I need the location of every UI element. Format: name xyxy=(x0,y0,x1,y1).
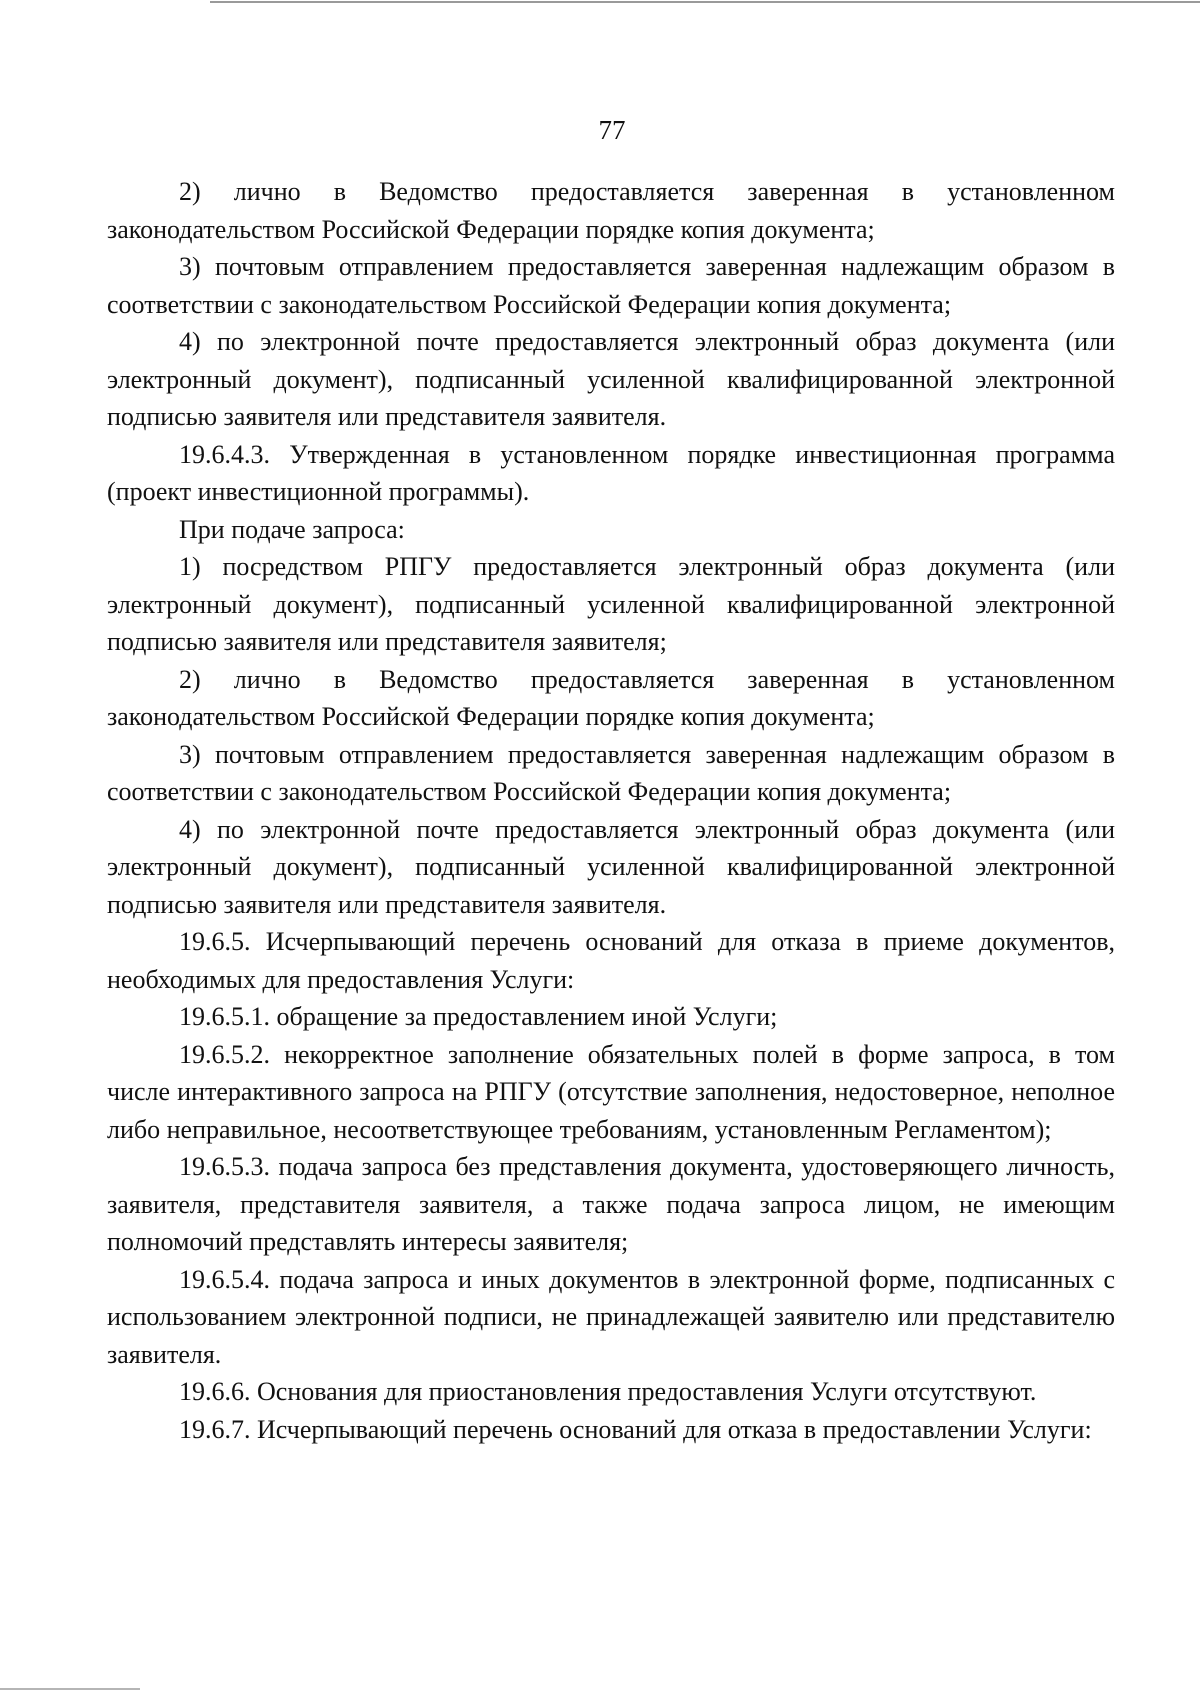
page-number: 77 xyxy=(598,115,626,145)
paragraph-11: 19.6.5.1. обращение за предоставлением иной Услуги; xyxy=(179,1002,778,1031)
scan-edge-line-bottom xyxy=(0,1688,140,1690)
paragraph-10: 19.6.5. Исчерпывающий перечень оснований для отказа в приеме документов, необходимых для предоставления Услуги: xyxy=(107,927,1115,994)
paragraph-12: 19.6.5.2. некорректное заполнение обязательных полей в форме запроса, в том числе интерактивного запроса на РПГУ (отсутствие заполнения, недостоверное, неполное либо неправильное, несоответствующее требованиям, установленным Регламентом); xyxy=(107,1039,1115,1144)
paragraph-8: 3) почтовым отправлением предоставляется заверенная надлежащим образом в соответствии с законодательством Российской Федерации копия документа; xyxy=(107,739,1115,806)
document-body xyxy=(107,173,1115,1448)
paragraph-3: 4) по электронной почте предоставляется электронный образ документа (или электронный документ), подписанный усиленной квалифицированной электронной подписью заявителя или представителя заявителя. xyxy=(107,327,1115,431)
paragraph-15: 19.6.6. Основания для приостановления предоставления Услуги отсутствуют. xyxy=(179,1377,1037,1406)
paragraph-5: При подаче запроса: xyxy=(179,514,405,544)
paragraph-14: 19.6.5.4. подача запроса и иных документов в электронной форме, подписанных с использованием электронной подписи, не принадлежащей заявителю или представителю заявителя. xyxy=(107,1264,1115,1369)
paragraph-9: 4) по электронной почте предоставляется электронный образ документа (или электронный документ), подписанный усиленной квалифицированной электронной подписью заявителя или представителя заявителя. xyxy=(107,814,1115,919)
paragraph-2: 3) почтовым отправлением предоставляется заверенная надлежащим образом в соответствии с законодательством Российской Федерации копия документа; xyxy=(107,252,1115,319)
paragraph-1: 2) лично в Ведомство предоставляется заверенная в установленном законодательством Российской Федерации порядке копия документа; xyxy=(107,177,1115,244)
paragraph-4: 19.6.4.3. Утвержденная в установленном порядке инвестиционная программа (проект инвестиционной программы). xyxy=(107,439,1115,506)
paragraph-7: 2) лично в Ведомство предоставляется заверенная в установленном законодательством Российской Федерации порядке копия документа; xyxy=(107,664,1115,731)
paragraph-13: 19.6.5.3. подача запроса без представления документа, удостоверяющего личность, заявителя, представителя заявителя, а также подача запроса лицом, не имеющим полномочий представлять интересы заявителя; xyxy=(107,1152,1115,1256)
paragraph-6: 1) посредством РПГУ предоставляется электронный образ документа (или электронный документ), подписанный усиленной квалифицированной электронной подписью заявителя или представителя заявителя; xyxy=(107,552,1115,656)
scan-edge-line-top xyxy=(210,1,1200,3)
paragraph-16: 19.6.7. Исчерпывающий перечень оснований для отказа в предоставлении Услуги: xyxy=(179,1414,1092,1444)
